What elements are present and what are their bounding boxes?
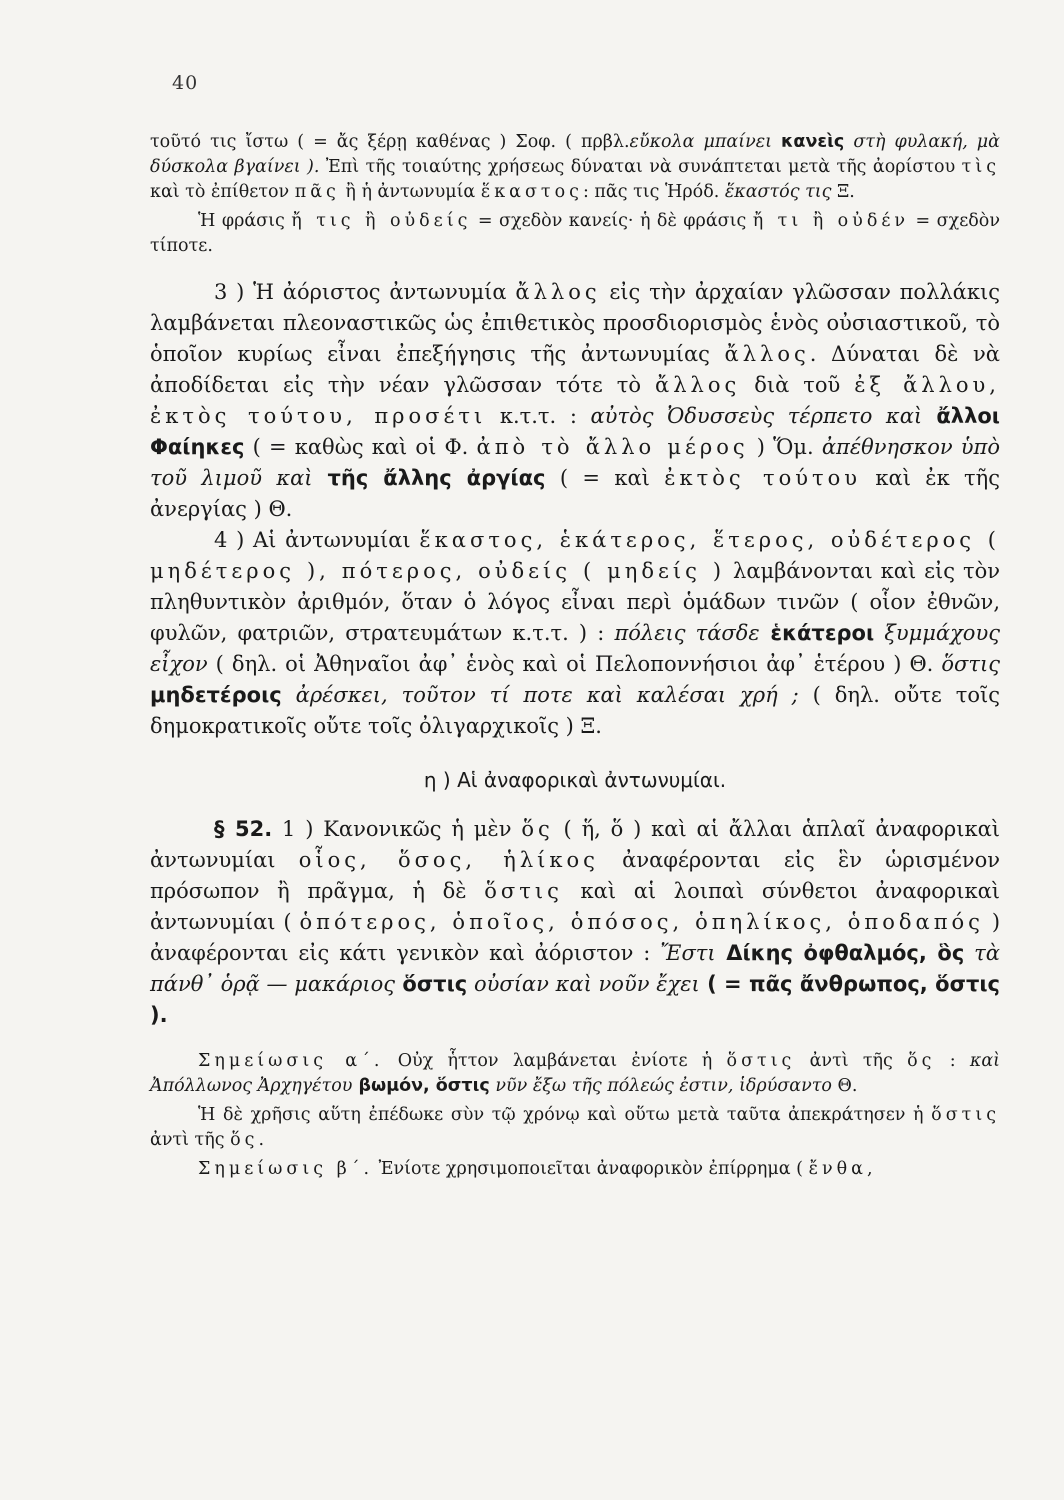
spaced-text: ἄλλος xyxy=(655,373,741,397)
text-run: 3 ) Ἡ ἀόριστος ἀντωνυμία xyxy=(214,280,516,304)
bold-text: μηδετέροις xyxy=(150,683,282,707)
paragraph-phrase-note xyxy=(150,209,1000,259)
spaced-text: ἄλλος xyxy=(724,342,810,366)
italic-text: αὐτὸς Ὀδυσσεὺς τέρπετο καὶ xyxy=(590,404,923,428)
spaced-text: Σημείωσις β΄. xyxy=(198,1159,374,1179)
italic-text: εὔκολα μπαίνει xyxy=(629,132,781,152)
section-heading: η ) Αἱ ἀναφορικαὶ ἀντωνυμίαι. xyxy=(423,768,727,792)
paragraph-continuation xyxy=(150,130,1000,205)
spaced-text: ὅστις xyxy=(931,1105,1000,1125)
italic-text: τὰ πάνθ᾽ ὁρᾷ — μακάριος xyxy=(150,941,1000,996)
text-run: Ἡ φράσις xyxy=(198,211,292,231)
italic-text: στὴ φυλακή, μὰ δύσκολα βγαίνει ). xyxy=(150,132,1000,177)
italic-text: ξυμμάχους εἶχον xyxy=(150,621,1000,676)
spaced-text: ὅστις xyxy=(484,879,563,903)
text-run: , xyxy=(866,1159,873,1179)
spaced-text: ἤ τι ἢ οὐδέν xyxy=(752,211,910,231)
spaced-text: ἕκαστος xyxy=(480,182,583,202)
text-run: λαμβάνονται καὶ εἰς τὸν πληθυντικὸν ἀριθμόν, ὅταν ὁ λόγος εἶναι περὶ ὁμάδων τινῶν ( οἷον ἐθνῶν, φυλῶν, φατριῶν, στρατευμάτων κ.τ.τ. ) : xyxy=(150,559,1000,645)
spaced-text: οἷος, ὅσος, ἡλίκος xyxy=(298,848,599,872)
spaced-text: Σημείωσις α΄. xyxy=(198,1051,384,1071)
paragraph-52 xyxy=(150,814,1000,1031)
text-run: Ξ. xyxy=(831,182,855,202)
page-number: 40 xyxy=(172,72,199,94)
bold-text: Δίκης ὀφθαλμός, ὃς xyxy=(715,941,965,965)
text-run: καὶ τὸ ἐπίθετον xyxy=(150,182,295,202)
text-run: ( = καὶ xyxy=(545,466,665,490)
text-run: Οὐχ ἧττον λαμβάνεται ἐνίοτε ἡ xyxy=(383,1051,727,1071)
spaced-text: ἤ τις ἢ οὐδείς xyxy=(291,211,472,231)
bold-text: τῆς ἄλλης ἀργίας xyxy=(312,466,546,490)
spaced-text: ἀπὸ τὸ ἄλλο μέρος xyxy=(476,435,749,459)
text-run: = σχεδὸν κανείς· ἡ δὲ φράσις xyxy=(471,211,753,231)
text-run: καὶ αἱ λοιπαὶ σύνθετοι ἀναφορικαὶ ἀντωνυμίαι ( xyxy=(150,879,1001,934)
note-beta xyxy=(150,1157,1000,1182)
bold-text: κανεὶς xyxy=(780,132,845,152)
text-run: ἀντὶ τῆς xyxy=(150,1130,231,1150)
text-run: Ἐπὶ τῆς τοιαύτης χρήσεως δύναται νὰ συνάπτεται μετὰ τῆς ἀορίστου xyxy=(325,157,962,177)
italic-text: Ἔστι xyxy=(660,941,716,965)
text-run: : xyxy=(935,1051,970,1071)
text-run: ( = καθὼς καὶ οἱ Φ. xyxy=(244,435,477,459)
text-run: ( δηλ. οἱ Ἀθηναῖοι ἀφ᾽ ἑνὸς καὶ οἱ Πελοποννήσιοι ἀφ᾽ ἑτέρου ) Θ. xyxy=(207,652,942,676)
bold-text: ὅστις xyxy=(395,972,468,996)
text-run: : πᾶς τις Ἡρόδ. xyxy=(582,182,725,202)
text-run: διὰ τοῦ xyxy=(740,373,855,397)
spaced-text: ἐκτὸς τούτου xyxy=(664,466,862,490)
bold-text: ἑκάτεροι xyxy=(759,621,875,645)
note-alpha xyxy=(150,1049,1000,1099)
spaced-text: ὅς xyxy=(907,1051,936,1071)
text-run: ἀντὶ τῆς xyxy=(795,1051,908,1071)
text-run: εἰς τὴν ἀρχαίαν γλῶσσαν πολλάκις λαμβάνεται πλεοναστικῶς ὡς ἐπιθετικὸς προσδιορισμὸς ἑνὸς οὐσιαστικοῦ, τὸ ὁποῖον κυρίως εἶναι ἐπεξήγησις τῆς ἀντωνυμίας xyxy=(150,280,1000,366)
note-usage xyxy=(150,1103,1000,1153)
spaced-text: ἄλλος xyxy=(515,280,601,304)
text-run: καὶ ἐκ τῆς ἀνεργίας ) Θ. xyxy=(150,466,1001,521)
italic-text: πόλεις τάσδε xyxy=(614,621,760,645)
italic-text: ὅστις xyxy=(941,652,1000,676)
paragraph-3 xyxy=(150,277,1000,525)
text-run: 1 ) Κανονικῶς ἡ μὲν xyxy=(272,817,522,841)
text-run: Θ. xyxy=(831,1076,858,1096)
text-run: . Δύναται δὲ νὰ ἀποδίδεται εἰς τὴν νέαν γλῶσσαν τότε τὸ xyxy=(150,342,1000,397)
text-run: . xyxy=(258,1130,265,1150)
spaced-text: ὅς xyxy=(230,1130,259,1150)
spaced-text: ἔνθα xyxy=(808,1159,867,1179)
spaced-text: ὅστις xyxy=(726,1051,796,1071)
paragraph-4 xyxy=(150,525,1000,742)
spaced-text: τὶς xyxy=(961,157,1001,177)
spaced-text: ὅς xyxy=(521,817,554,841)
italic-text: ἕκαστός τις xyxy=(724,182,832,202)
bold-text: βωμόν, ὅστις xyxy=(352,1076,490,1096)
italic-text: καὶ Ἀπόλλωνος Ἀρχηγέτου xyxy=(150,1051,1001,1096)
text-run: ( ἥ, ὅ ) καὶ αἱ ἄλλαι ἁπλαῖ ἀναφορικαὶ ἀντωνυμίαι xyxy=(150,817,1000,872)
text-run: τοῦτό τις ἴστω ( = ἄς ξέρῃ καθένας ) Σοφ. ( πρβλ. xyxy=(150,132,630,152)
spaced-text: ὁπότερος, ὁποῖος, ὁπόσος, ὁπηλίκος, ὁποδαπός xyxy=(299,910,984,934)
bold-text: ( = πᾶς ἄνθρωπος, ὅστις ). xyxy=(150,972,1000,1027)
italic-text: οὐσίαν καὶ νοῦν ἔχει xyxy=(467,972,700,996)
text-run: Ἡ δὲ χρῆσις αὕτη ἐπέδωκε σὺν τῷ χρόνῳ καὶ οὕτω μετὰ ταῦτα ἀπεκράτησεν ἡ xyxy=(198,1105,932,1125)
italic-text: νῦν ἔξω τῆς πόλεώς ἐστιν, ἱδρύσαντο xyxy=(489,1076,832,1096)
spaced-text: πᾶς xyxy=(294,182,340,202)
text-run: ἢ ἡ ἀντωνυμία xyxy=(339,182,481,202)
page-content xyxy=(150,130,1000,1186)
spaced-text: ἐξ ἄλλου, ἐκτὸς τούτου, προσέτι xyxy=(150,373,1000,428)
text-run: = σχεδὸν τίποτε. xyxy=(150,211,1000,256)
text-run: κ.τ.τ. : xyxy=(486,404,591,428)
italic-text: ἀπέθνησκον ὑπὸ τοῦ λιμοῦ καὶ xyxy=(150,435,1000,490)
section-number: § 52. xyxy=(214,817,273,841)
italic-text: ἀρέσκει, τοῦτον τί ποτε καὶ καλέσαι χρή ; xyxy=(281,683,799,707)
text-run: ( δηλ. οὔτε τοῖς δημοκρατικοῖς οὔτε τοῖς ὀλιγαρχικοῖς ) Ξ. xyxy=(150,683,1001,738)
text-run: ἀναφέρονται εἰς ἓν ὡρισμένον πρόσωπον ἢ πρᾶγμα, ἡ δὲ xyxy=(150,848,1000,903)
text-run: ) ἀναφέρονται εἰς κάτι γενικὸν καὶ ἀόριστον : xyxy=(150,910,1001,965)
text-run: 4 ) Αἱ ἀντωνυμίαι xyxy=(214,528,420,552)
spaced-text: ἕκαστος, ἑκάτερος, ἕτερος, οὐδέτερος ( μηδέτερος ), πότερος, οὐδείς ( μηδείς ) xyxy=(150,528,1000,583)
bold-text: ἄλλοι Φαίηκες xyxy=(150,404,1000,459)
text-run: Ἐνίοτε χρησιμοποιεῖται ἀναφορικὸν ἐπίρρημα ( xyxy=(373,1159,809,1179)
text-run: ) Ὅμ. xyxy=(748,435,822,459)
